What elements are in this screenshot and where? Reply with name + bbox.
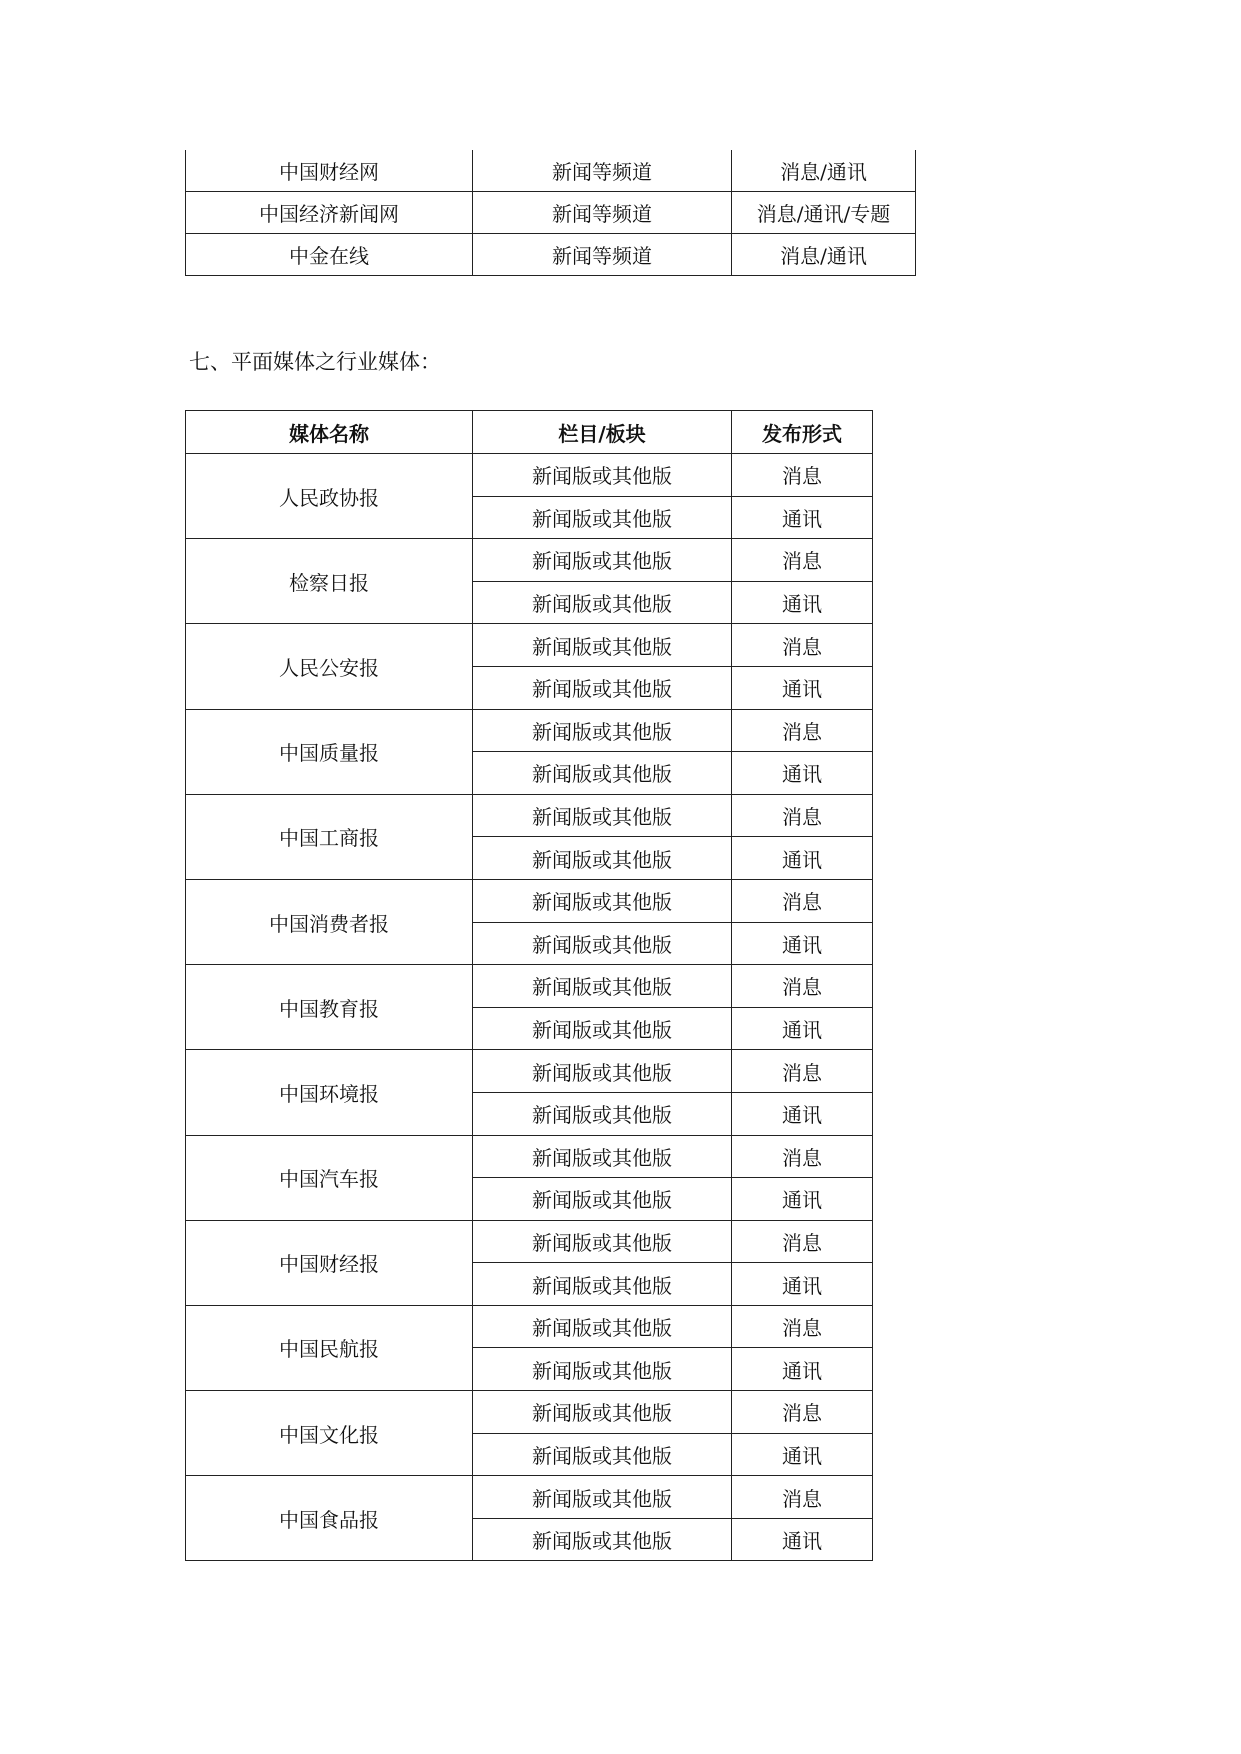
column-cell: 新闻版或其他版 xyxy=(473,454,732,497)
table-row xyxy=(186,1220,873,1263)
format-cell: 消息 xyxy=(732,965,873,1008)
format-cell: 消息/通讯 xyxy=(732,234,916,276)
table-row xyxy=(186,879,873,922)
column-cell: 新闻版或其他版 xyxy=(473,1305,732,1348)
column-cell: 新闻版或其他版 xyxy=(473,1178,732,1221)
format-cell: 消息 xyxy=(732,1135,873,1178)
column-cell: 新闻版或其他版 xyxy=(473,1518,732,1561)
column-cell: 新闻版或其他版 xyxy=(473,837,732,880)
media-name-cell: 中国工商报 xyxy=(186,794,473,879)
table-row xyxy=(186,150,916,192)
format-cell: 消息 xyxy=(732,1050,873,1093)
table-header-row xyxy=(186,411,873,454)
format-cell: 通讯 xyxy=(732,666,873,709)
format-cell: 通讯 xyxy=(732,1263,873,1306)
format-cell: 消息 xyxy=(732,1391,873,1434)
table-row xyxy=(186,234,916,276)
column-cell: 新闻版或其他版 xyxy=(473,1348,732,1391)
format-cell: 消息 xyxy=(732,1305,873,1348)
section-heading: 七、平面媒体之行业媒体： xyxy=(189,350,441,374)
format-cell: 消息 xyxy=(732,1476,873,1519)
column-cell: 新闻等频道 xyxy=(473,192,732,234)
media-name-cell: 中国质量报 xyxy=(186,709,473,794)
media-name-cell: 中国教育报 xyxy=(186,965,473,1050)
media-name-cell: 中国消费者报 xyxy=(186,879,473,964)
format-cell: 通讯 xyxy=(732,1348,873,1391)
column-cell: 新闻版或其他版 xyxy=(473,1050,732,1093)
format-cell: 通讯 xyxy=(732,1007,873,1050)
format-cell: 消息 xyxy=(732,1220,873,1263)
column-cell: 新闻版或其他版 xyxy=(473,879,732,922)
format-cell: 通讯 xyxy=(732,496,873,539)
table-row xyxy=(186,624,873,667)
media-name-cell: 中国财经报 xyxy=(186,1220,473,1305)
table-row xyxy=(186,965,873,1008)
column-cell: 新闻版或其他版 xyxy=(473,1433,732,1476)
industry-media-table-body xyxy=(186,454,873,1561)
media-name-cell: 检察日报 xyxy=(186,539,473,624)
table-row xyxy=(186,1305,873,1348)
format-cell: 消息/通讯 xyxy=(732,150,916,192)
format-cell: 消息 xyxy=(732,709,873,752)
table-row xyxy=(186,454,873,497)
format-cell: 消息 xyxy=(732,794,873,837)
column-cell: 新闻版或其他版 xyxy=(473,965,732,1008)
format-cell: 通讯 xyxy=(732,1518,873,1561)
format-cell: 通讯 xyxy=(732,1433,873,1476)
format-cell: 消息 xyxy=(732,454,873,497)
column-cell: 新闻版或其他版 xyxy=(473,1476,732,1519)
column-cell: 新闻版或其他版 xyxy=(473,624,732,667)
column-cell: 新闻版或其他版 xyxy=(473,581,732,624)
table-row xyxy=(186,1476,873,1519)
format-cell: 消息 xyxy=(732,539,873,582)
media-name-cell: 中国经济新闻网 xyxy=(186,192,473,234)
header-media-name: 媒体名称 xyxy=(186,411,473,454)
format-cell: 通讯 xyxy=(732,1178,873,1221)
column-cell: 新闻版或其他版 xyxy=(473,1220,732,1263)
media-name-cell: 人民政协报 xyxy=(186,454,473,539)
header-format: 发布形式 xyxy=(732,411,873,454)
format-cell: 通讯 xyxy=(732,837,873,880)
table-row xyxy=(186,1135,873,1178)
table-row xyxy=(186,794,873,837)
table-row xyxy=(186,1050,873,1093)
format-cell: 通讯 xyxy=(732,581,873,624)
column-cell: 新闻版或其他版 xyxy=(473,1263,732,1306)
format-cell: 通讯 xyxy=(732,1092,873,1135)
column-cell: 新闻版或其他版 xyxy=(473,1391,732,1434)
column-cell: 新闻版或其他版 xyxy=(473,496,732,539)
column-cell: 新闻版或其他版 xyxy=(473,1092,732,1135)
column-cell: 新闻版或其他版 xyxy=(473,539,732,582)
media-name-cell: 中国文化报 xyxy=(186,1391,473,1476)
column-cell: 新闻版或其他版 xyxy=(473,922,732,965)
format-cell: 通讯 xyxy=(732,752,873,795)
media-name-cell: 人民公安报 xyxy=(186,624,473,709)
column-cell: 新闻等频道 xyxy=(473,234,732,276)
header-column: 栏目/板块 xyxy=(473,411,732,454)
media-name-cell: 中国环境报 xyxy=(186,1050,473,1135)
media-name-cell: 中金在线 xyxy=(186,234,473,276)
column-cell: 新闻版或其他版 xyxy=(473,752,732,795)
column-cell: 新闻版或其他版 xyxy=(473,1007,732,1050)
format-cell: 通讯 xyxy=(732,922,873,965)
format-cell: 消息 xyxy=(732,624,873,667)
table-row xyxy=(186,1391,873,1434)
column-cell: 新闻版或其他版 xyxy=(473,666,732,709)
column-cell: 新闻等频道 xyxy=(473,150,732,192)
media-name-cell: 中国民航报 xyxy=(186,1305,473,1390)
media-name-cell: 中国食品报 xyxy=(186,1476,473,1561)
format-cell: 消息/通讯/专题 xyxy=(732,192,916,234)
format-cell: 消息 xyxy=(732,879,873,922)
table-row xyxy=(186,709,873,752)
media-name-cell: 中国财经网 xyxy=(186,150,473,192)
column-cell: 新闻版或其他版 xyxy=(473,794,732,837)
top-media-table xyxy=(185,150,916,276)
media-name-cell: 中国汽车报 xyxy=(186,1135,473,1220)
column-cell: 新闻版或其他版 xyxy=(473,1135,732,1178)
table-row xyxy=(186,192,916,234)
table-row xyxy=(186,539,873,582)
industry-media-table xyxy=(185,410,873,1561)
column-cell: 新闻版或其他版 xyxy=(473,709,732,752)
top-media-table-body xyxy=(186,150,916,276)
